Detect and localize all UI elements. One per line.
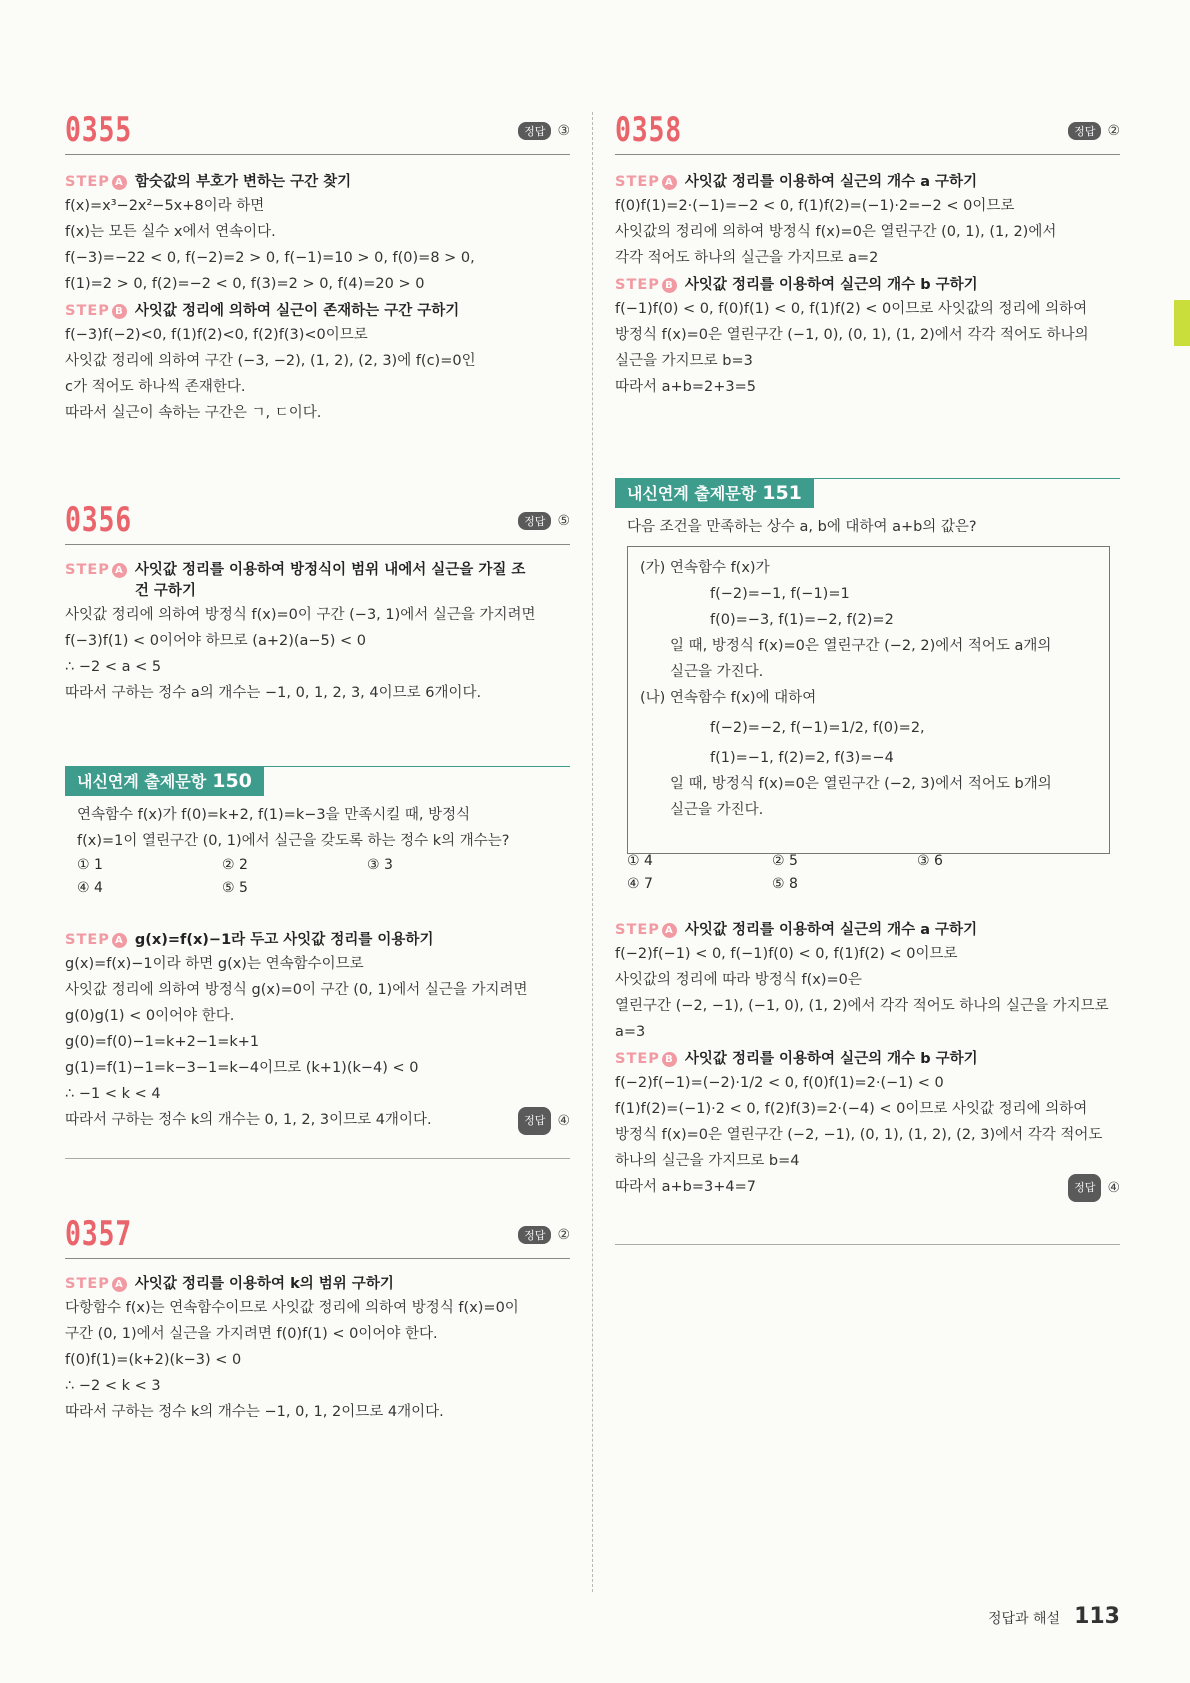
- solution: [615, 920, 1120, 1200]
- step-letter: A: [662, 175, 677, 190]
- solution-line: f(x)=x³−2x²−5x+8이라 하면: [65, 198, 265, 214]
- step-a-heading: STEP A 사잇값 정리를 이용하여 실근의 개수 a 구하기: [615, 920, 1120, 941]
- solution-line: 따라서 a+b=2+3=5: [615, 379, 756, 395]
- step-title: 사잇값 정리를 이용하여 실근의 개수 b 구하기: [684, 277, 978, 293]
- answer-badge: 정답: [518, 122, 551, 140]
- solution-line: g(x)=f(x)−1이라 하면 g(x)는 연속함수이므로: [65, 956, 364, 972]
- solution-line: f(0)f(1)=2·(−1)=−2 < 0, f(1)f(2)=(−1)·2=−2 < 0이므로: [615, 198, 1015, 214]
- step-a-heading: STEP A 사잇값 정리를 이용하여 실근의 개수 a 구하기: [615, 172, 1120, 193]
- solution-line: 따라서 구하는 정수 k의 개수는 0, 1, 2, 3이므로 4개이다. 정답 ④: [65, 1107, 570, 1133]
- solution-line: 따라서 구하는 정수 k의 개수는 −1, 0, 1, 2이므로 4개이다.: [65, 1404, 444, 1420]
- solution-line: ∴ −2 < k < 3: [65, 1378, 161, 1394]
- page-footer: [988, 1604, 1120, 1629]
- step-letter: A: [112, 933, 127, 948]
- box-line: (나) 연속함수 f(x)에 대하여: [640, 690, 817, 706]
- column-divider: [592, 112, 593, 1592]
- title-rule: [65, 544, 570, 545]
- solution-line: 다항함수 f(x)는 연속함수이므로 사잇값 정리에 의하여 방정식 f(x)=0이: [65, 1300, 519, 1316]
- choice-3: ③ 6: [917, 853, 943, 869]
- answer-label: [518, 512, 570, 530]
- solution-line: 따라서 실근이 속하는 구간은 ㄱ, ㄷ이다.: [65, 405, 322, 421]
- step-title: 함숫값의 부호가 변하는 구간 찾기: [134, 174, 352, 190]
- choices: [77, 854, 570, 900]
- box-line: (가) 연속함수 f(x)가: [640, 560, 770, 576]
- answer-badge: 정답: [1068, 122, 1101, 140]
- answer-value: ②: [557, 1227, 570, 1243]
- answer-badge: 정답: [518, 1226, 551, 1244]
- solution-line: ∴ −1 < k < 4: [65, 1086, 161, 1102]
- answer-value: ④: [1107, 1180, 1120, 1196]
- step-letter: A: [112, 1277, 127, 1292]
- section-end-rule: [615, 1244, 1120, 1245]
- solution-line: 방정식 f(x)=0은 열린구간 (−1, 0), (0, 1), (1, 2)에서 각각 적어도 하나의: [615, 327, 1089, 343]
- solution-line: ∴ −2 < a < 5: [65, 659, 162, 675]
- solution-line: f(−1)f(0) < 0, f(0)f(1) < 0, f(1)f(2) < 0이므로 사잇값의 정리에 의하여: [615, 301, 1088, 317]
- step-title: 사잇값 정리에 의하여 실근이 존재하는 구간 구하기: [134, 303, 460, 319]
- solution: [65, 560, 570, 706]
- choice-4: ④ 4: [77, 880, 103, 896]
- solution-line: 열린구간 (−2, −1), (−1, 0), (1, 2)에서 각각 적어도 하나의 실근을 가지므로: [615, 998, 1109, 1014]
- solution-line: 사잇값 정리에 의하여 방정식 f(x)=0이 구간 (−3, 1)에서 실근을 가지려면: [65, 607, 536, 623]
- step-title: 사잇값 정리를 이용하여 k의 범위 구하기: [134, 1276, 394, 1292]
- choice-3: ③ 3: [367, 857, 393, 873]
- step-b-heading: STEP B 사잇값 정리를 이용하여 실근의 개수 b 구하기: [615, 275, 1120, 296]
- choices: [627, 850, 1120, 896]
- section-pill: [615, 478, 814, 508]
- box-line: 일 때, 방정식 f(x)=0은 열린구간 (−2, 2)에서 적어도 a개의: [670, 638, 1052, 654]
- step-b-heading: STEP B 사잇값 정리에 의하여 실근이 존재하는 구간 구하기: [65, 301, 570, 322]
- page-number: 113: [1074, 1604, 1120, 1629]
- solution-line: f(−2)f(−1)=(−2)·1/2 < 0, f(0)f(1)=2·(−1) < 0: [615, 1075, 944, 1091]
- choice-1: ① 1: [77, 857, 103, 873]
- box-line: f(0)=−3, f(1)=−2, f(2)=2: [710, 612, 894, 628]
- answer-value: ⑤: [557, 513, 570, 529]
- box-line: 실근을 가진다.: [670, 802, 764, 818]
- solution-line: c가 적어도 하나씩 존재한다.: [65, 379, 246, 395]
- answer-label: [518, 1107, 570, 1135]
- footer-label: 정답과 해설: [987, 1611, 1061, 1627]
- answer-value: ③: [557, 123, 570, 139]
- solution-line: f(x)는 모든 실수 x에서 연속이다.: [65, 224, 276, 240]
- box-line: 실근을 가진다.: [670, 664, 764, 680]
- answer-label: [518, 122, 570, 140]
- solution-line: a=3: [615, 1024, 646, 1040]
- step-title: 사잇값 정리를 이용하여 방정식이 범위 내에서 실근을 가질 조건 구하기: [134, 562, 526, 599]
- solution-line: 각각 적어도 하나의 실근을 가지므로 a=2: [615, 250, 879, 266]
- box-line: 일 때, 방정식 f(x)=0은 열린구간 (−2, 3)에서 적어도 b개의: [670, 776, 1052, 792]
- solution-line: f(−3)f(1) < 0이어야 하므로 (a+2)(a−5) < 0: [65, 633, 367, 649]
- answer-value: ④: [557, 1113, 570, 1129]
- solution-line: 사잇값의 정리에 의하여 방정식 f(x)=0은 열린구간 (0, 1), (1, 2)에서: [615, 224, 1057, 240]
- solution-line: 실근을 가지므로 b=3: [615, 353, 753, 369]
- title-rule: [615, 154, 1120, 155]
- step-letter: A: [112, 563, 127, 578]
- problem-number: 0356: [65, 500, 132, 540]
- answer-label: [1068, 1174, 1120, 1202]
- step-title: 사잇값 정리를 이용하여 실근의 개수 a 구하기: [684, 922, 978, 938]
- solution-line: f(1)=2 > 0, f(2)=−2 < 0, f(3)=2 > 0, f(4)=20 > 0: [65, 276, 425, 292]
- choice-2: ② 2: [222, 857, 248, 873]
- solution-line: 따라서 구하는 정수 a의 개수는 −1, 0, 1, 2, 3, 4이므로 6개이다.: [65, 685, 482, 701]
- answer-badge: 정답: [518, 1107, 551, 1135]
- step-letter: A: [662, 923, 677, 938]
- question-body: [615, 514, 1120, 540]
- problem-number: 0358: [615, 110, 682, 150]
- solution: [65, 172, 570, 426]
- solution-line: f(−2)f(−1) < 0, f(−1)f(0) < 0, f(1)f(2) < 0이므로: [615, 946, 958, 962]
- side-tab: [1174, 300, 1190, 346]
- answer-badge: 정답: [1068, 1174, 1101, 1202]
- question-line: f(x)=1이 열린구간 (0, 1)에서 실근을 갖도록 하는 정수 k의 개수는?: [77, 833, 510, 849]
- section-number: 151: [762, 482, 802, 504]
- answer-value: ②: [1107, 123, 1120, 139]
- choice-5: ⑤ 8: [772, 876, 798, 892]
- solution-line: 사잇값의 정리에 따라 방정식 f(x)=0은: [615, 972, 862, 988]
- solution-line: 사잇값 정리에 의하여 방정식 g(x)=0이 구간 (0, 1)에서 실근을 가지려면: [65, 982, 528, 998]
- solution-line: f(1)f(2)=(−1)·2 < 0, f(2)f(3)=2·(−4) < 0이므로 사잇값 정리에 의하여: [615, 1101, 1088, 1117]
- solution-line: f(−3)=−22 < 0, f(−2)=2 > 0, f(−1)=10 > 0, f(0)=8 > 0,: [65, 250, 475, 266]
- box-line: f(−2)=−2, f(−1)=1/2, f(0)=2,: [710, 720, 925, 736]
- solution-line: g(1)=f(1)−1=k−3−1=k−4이므로 (k+1)(k−4) < 0: [65, 1060, 419, 1076]
- step-a-heading: STEP A 사잇값 정리를 이용하여 k의 범위 구하기: [65, 1274, 570, 1295]
- solution-line: 사잇값 정리에 의하여 구간 (−3, −2), (1, 2), (2, 3)에 f(c)=0인: [65, 353, 476, 369]
- solution-line: 하나의 실근을 가지므로 b=4: [615, 1153, 800, 1169]
- step-a-heading: STEP A g(x)=f(x)−1라 두고 사잇값 정리를 이용하기: [65, 930, 570, 951]
- section-header: [615, 478, 1120, 508]
- solution-line: g(0)=f(0)−1=k+2−1=k+1: [65, 1034, 260, 1050]
- step-title: 사잇값 정리를 이용하여 실근의 개수 b 구하기: [684, 1051, 978, 1067]
- step-letter: B: [112, 304, 127, 319]
- step-letter: B: [662, 278, 677, 293]
- solution-line: 따라서 a+b=3+4=7 정답 ④: [615, 1174, 1120, 1200]
- step-title: g(x)=f(x)−1라 두고 사잇값 정리를 이용하기: [134, 932, 434, 948]
- choices-wrap: [615, 850, 1120, 896]
- section-end-rule: [65, 1158, 570, 1159]
- step-a-heading: STEP A 함숫값의 부호가 변하는 구간 찾기: [65, 172, 570, 193]
- solution: [65, 930, 570, 1133]
- step-title: 사잇값 정리를 이용하여 실근의 개수 a 구하기: [684, 174, 978, 190]
- section-header: [65, 766, 570, 796]
- solution-line: f(−3)f(−2)<0, f(1)f(2)<0, f(2)f(3)<0이므로: [65, 327, 368, 343]
- choice-1: ① 4: [627, 853, 653, 869]
- title-rule: [65, 1258, 570, 1259]
- solution-line: 구간 (0, 1)에서 실근을 가지려면 f(0)f(1) < 0이어야 한다.: [65, 1326, 438, 1342]
- condition-box: [627, 546, 1110, 854]
- answer-label: [1068, 122, 1120, 140]
- step-letter: B: [662, 1052, 677, 1067]
- solution-line: f(0)f(1)=(k+2)(k−3) < 0: [65, 1352, 242, 1368]
- title-rule: [65, 154, 570, 155]
- step-b-heading: STEP B 사잇값 정리를 이용하여 실근의 개수 b 구하기: [615, 1049, 1120, 1070]
- question-line: 연속함수 f(x)가 f(0)=k+2, f(1)=k−3을 만족시킬 때, 방정식: [77, 807, 471, 823]
- choice-2: ② 5: [772, 853, 798, 869]
- answer-label: [518, 1226, 570, 1244]
- solution-line: g(0)g(1) < 0이어야 한다.: [65, 1008, 235, 1024]
- choice-4: ④ 7: [627, 876, 653, 892]
- solution: [615, 172, 1120, 400]
- box-line: f(1)=−1, f(2)=2, f(3)=−4: [710, 750, 894, 766]
- step-letter: A: [112, 175, 127, 190]
- section-number: 150: [212, 770, 252, 792]
- answer-badge: 정답: [518, 512, 551, 530]
- problem-number: 0357: [65, 1214, 132, 1254]
- solution: [65, 1274, 570, 1425]
- choice-5: ⑤ 5: [222, 880, 248, 896]
- section-label: 내신연계 출제문항: [77, 772, 207, 791]
- section-pill: [65, 766, 264, 796]
- question-body: [65, 802, 570, 900]
- section-label: 내신연계 출제문항: [627, 484, 757, 503]
- problem-number: 0355: [65, 110, 132, 150]
- question-line: 다음 조건을 만족하는 상수 a, b에 대하여 a+b의 값은?: [627, 519, 977, 535]
- solution-line: 방정식 f(x)=0은 열린구간 (−2, −1), (0, 1), (1, 2), (2, 3)에서 각각 적어도: [615, 1127, 1103, 1143]
- box-line: f(−2)=−1, f(−1)=1: [710, 586, 850, 602]
- step-a-heading: STEP A 사잇값 정리를 이용하여 방정식이 범위 내에서 실근을 가질 조건 구하기: [65, 560, 570, 602]
